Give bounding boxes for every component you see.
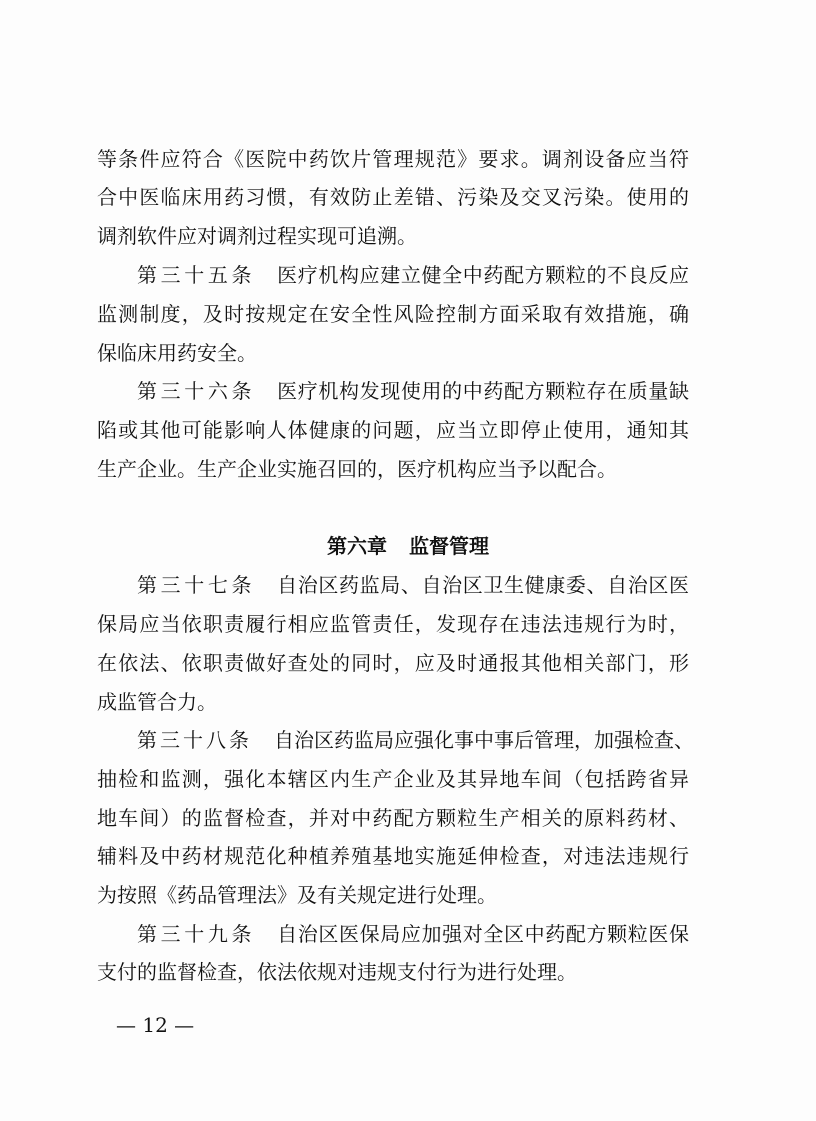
article-36-first-line xyxy=(137,378,689,404)
paragraph-line: 辅料及中药材规范化种植养殖基地实施延伸检查，对违法违规行 xyxy=(97,844,689,868)
paragraph-line: 生产企业。生产企业实施召回的，医疗机构应当予以配合。 xyxy=(97,457,617,481)
article-number: 第三十七条 xyxy=(137,573,256,597)
paragraph-line: 监测制度，及时按规定在安全性风险控制方面采取有效措施，确 xyxy=(97,302,689,326)
paragraph-text: 自治区药监局应强化事中事后管理，加强检查、 xyxy=(274,728,694,752)
paragraph-line: 成监管合力。 xyxy=(97,690,217,714)
paragraph-line: 在依法、依职责做好查处的同时，应及时通报其他相关部门，形 xyxy=(97,651,689,675)
paragraph-line: 保局应当依职责履行相应监管责任，发现存在违法违规行为时， xyxy=(97,612,689,636)
paragraph-text: 医疗机构发现使用的中药配方颗粒存在质量缺 xyxy=(277,379,689,403)
chapter-number: 第六章 xyxy=(327,534,387,558)
chapter-heading xyxy=(0,533,816,559)
article-38-first-line xyxy=(137,727,694,753)
paragraph-text: 自治区医保局应加强对全区中药配方颗粒医保 xyxy=(277,922,689,946)
paragraph-line: 调剂软件应对调剂过程实现可追溯。 xyxy=(97,224,417,248)
paragraph-line: 抽检和监测，强化本辖区内生产企业及其异地车间（包括跨省异 xyxy=(97,767,689,791)
article-39-first-line xyxy=(137,921,689,947)
paragraph-line: 等条件应符合《医院中药饮片管理规范》要求。调剂设备应当符 xyxy=(97,147,689,171)
paragraph-line: 为按照《药品管理法》及有关规定进行处理。 xyxy=(97,883,497,907)
chapter-title: 监督管理 xyxy=(409,534,489,558)
article-37-first-line xyxy=(137,572,689,598)
article-number: 第三十八条 xyxy=(137,728,252,752)
paragraph-line: 陷或其他可能影响人体健康的问题，应当立即停止使用，通知其 xyxy=(97,418,689,442)
paragraph-line: 地车间）的监督检查，并对中药配方颗粒生产相关的原料药材、 xyxy=(97,806,689,830)
page-number: — 12 — xyxy=(116,1013,195,1037)
paragraph-text: 医疗机构应建立健全中药配方颗粒的不良反应 xyxy=(277,263,689,287)
article-number: 第三十九条 xyxy=(137,922,256,946)
article-35-first-line xyxy=(137,262,689,288)
paragraph-line: 保临床用药安全。 xyxy=(97,341,257,365)
article-number: 第三十五条 xyxy=(137,263,256,287)
paragraph-line: 合中医临床用药习惯，有效防止差错、污染及交叉污染。使用的 xyxy=(97,185,689,209)
paragraph-text: 自治区药监局、自治区卫生健康委、自治区医 xyxy=(277,573,689,597)
paragraph-line: 支付的监督检查，依法依规对违规支付行为进行处理。 xyxy=(97,960,577,984)
article-number: 第三十六条 xyxy=(137,379,256,403)
